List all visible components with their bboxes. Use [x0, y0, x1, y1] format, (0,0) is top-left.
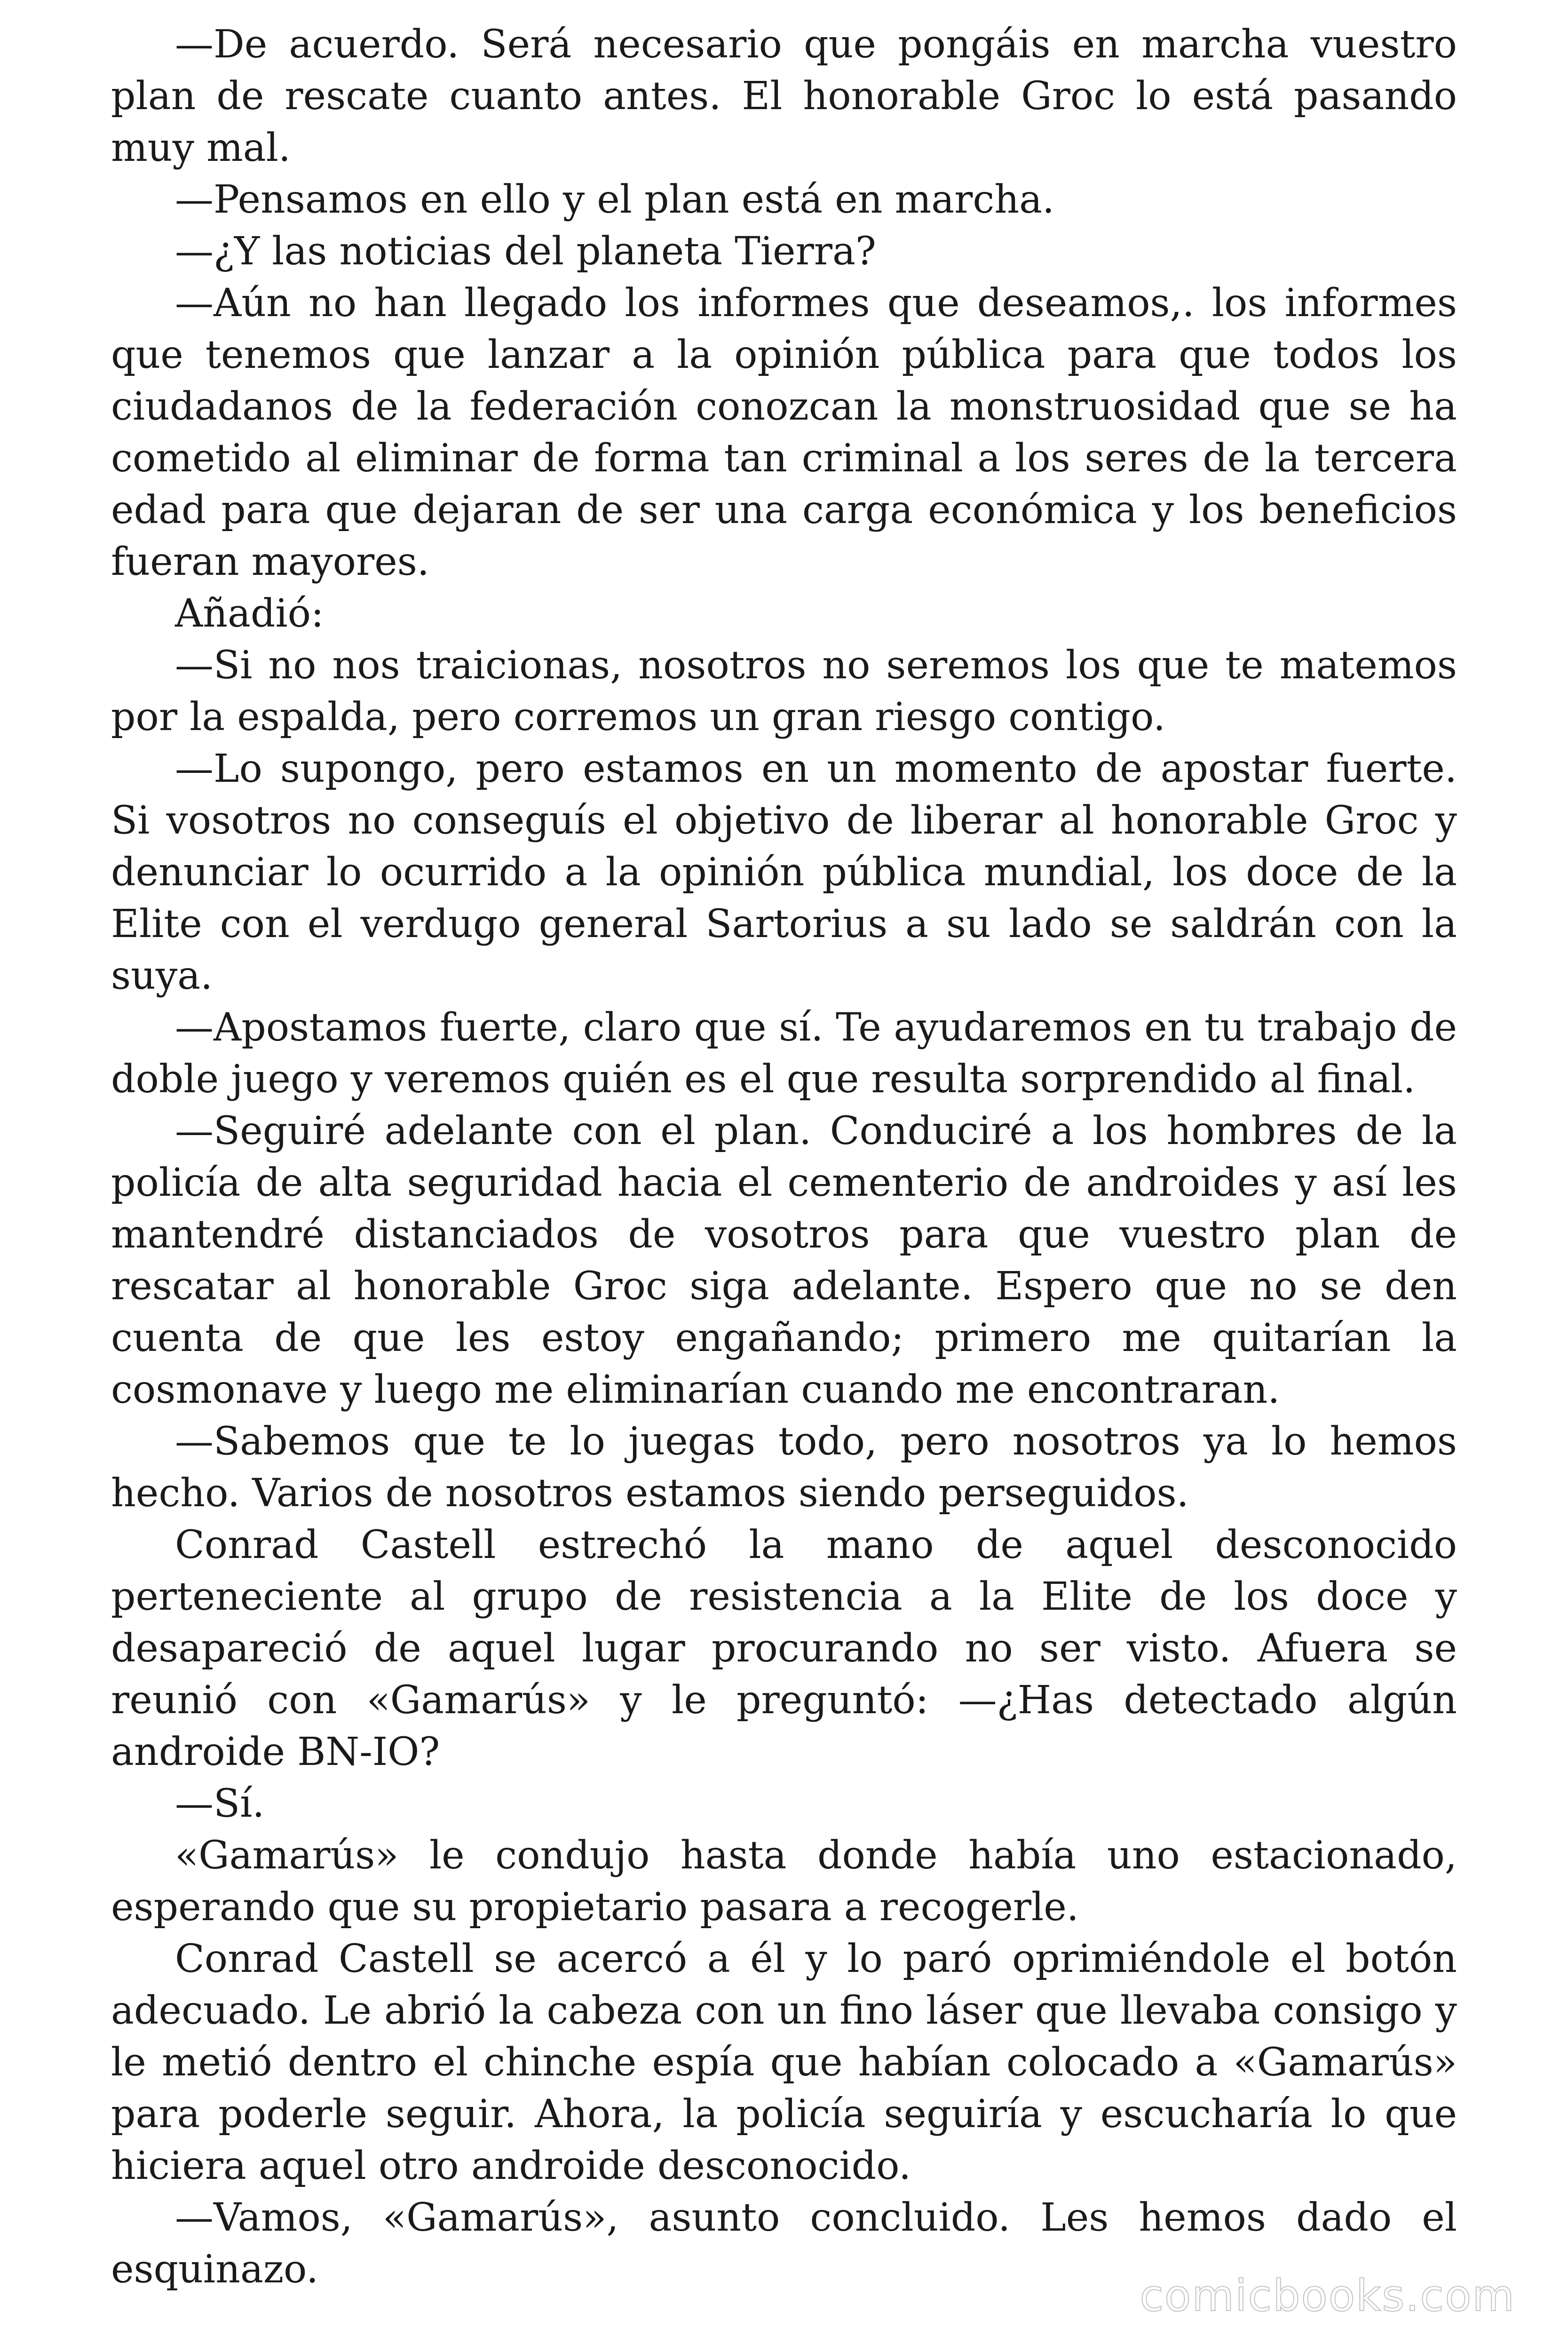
- paragraph: —Aún no han llegado los informes que deseamos,. los informes que tenemos que lanzar a la opinión pública para que todos los ciudadanos de la federación conozcan la monstruosidad que se ha cometido al eliminar de forma tan criminal a los seres de la tercera edad para que dejaran de ser una carga económica y los beneficios fueran mayores.: [111, 281, 1457, 584]
- paragraph: —¿Y las noticias del planeta Tierra?: [175, 229, 876, 274]
- watermark: comicbooks.com: [1140, 2271, 1515, 2321]
- paragraph: —Si no nos traicionas, nosotros no seremos los que te matemos por la espalda, pero corremos un gran riesgo contigo.: [111, 643, 1457, 739]
- paragraph: Conrad Castell estrechó la mano de aquel desconocido perteneciente al grupo de resistencia a la Elite de los doce y desapareció de aquel lugar procurando no ser visto. Afuera se reunió con «Gamarús» y le preguntó: —¿Has detectado algún androide BN-IO?: [111, 1523, 1457, 1774]
- page-text: [111, 19, 1457, 2296]
- paragraph: —Apostamos fuerte, claro que sí. Te ayudaremos en tu trabajo de doble juego y veremos quién es el que resulta sorprendido al final.: [111, 1005, 1457, 1102]
- paragraph: —Vamos, «Gamarús», asunto concluido. Les hemos dado el esquinazo.: [111, 2195, 1457, 2292]
- paragraph: Conrad Castell se acercó a él y lo paró oprimiéndole el botón adecuado. Le abrió la cabeza con un fino láser que llevaba consigo y le metió dentro el chinche espía que habían colocado a «Gamarús» para poderle seguir. Ahora, la policía seguiría y escucharía lo que hiciera aquel otro androide desconocido.: [111, 1937, 1457, 2188]
- paragraph: —Pensamos en ello y el plan está en marcha.: [175, 177, 1055, 222]
- paragraph: —Seguiré adelante con el plan. Conduciré a los hombres de la policía de alta seguridad hacia el cementerio de androides y así les mantendré distanciados de vosotros para que vuestro plan de rescatar al honorable Groc siga adelante. Espero que no se den cuenta de que les estoy engañando; primero me quitarían la cosmonave y luego me eliminarían cuando me encontraran.: [111, 1109, 1457, 1412]
- paragraph: —Lo supongo, pero estamos en un momento de apostar fuerte. Si vosotros no conseguís el objetivo de liberar al honorable Groc y denunciar lo ocurrido a la opinión pública mundial, los doce de la Elite con el verdugo general Sartorius a su lado se saldrán con la suya.: [111, 747, 1457, 998]
- paragraph: —Sí.: [175, 1781, 265, 1826]
- paragraph: —Sabemos que te lo juegas todo, pero nosotros ya lo hemos hecho. Varios de nosotros estamos siendo perseguidos.: [111, 1419, 1457, 1516]
- paragraph: «Gamarús» le condujo hasta donde había uno estacionado, esperando que su propietario pasara a recogerle.: [111, 1833, 1457, 1930]
- paragraph: Añadió:: [175, 591, 324, 636]
- paragraph: —De acuerdo. Será necesario que pongáis en marcha vuestro plan de rescate cuanto antes. El honorable Groc lo está pasando muy mal.: [111, 22, 1457, 170]
